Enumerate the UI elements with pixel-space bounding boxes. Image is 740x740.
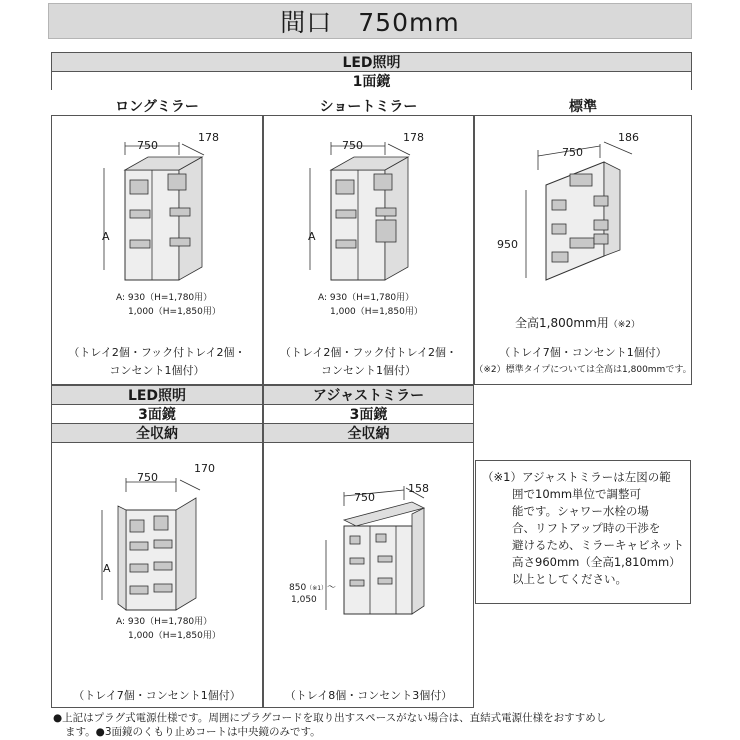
note-line: 能です。シャワー水栓の場 [512,504,649,518]
bl-a2: 1,000（H=1,850用） [128,631,221,641]
short-mirror-caption2: コンセント1個付） [321,364,416,377]
standard-diagram [508,130,658,290]
footer-notes [53,711,606,739]
long-mirror-width: 750 [137,139,158,152]
short-mirror-width: 750 [342,139,363,152]
bm-height-tilde: 〜 [327,583,337,593]
top-header-single-mirror: 1面鏡 [51,71,692,90]
bm-height-1 [289,580,336,593]
standard-total-height [515,314,640,331]
long-mirror-a1: A: 930（H=1,780用） [116,293,213,303]
footer-line-2: ます。●3面鏡のくもり止めコートは中央鏡のみです。 [65,726,321,738]
long-mirror-depth: 178 [198,131,219,144]
standard-title: 標準 [474,97,692,116]
adjust-note [475,460,691,604]
short-mirror-depth: 178 [403,131,424,144]
bl-height: A [103,562,111,575]
bl-depth: 170 [194,462,215,475]
standard-width: 750 [562,146,583,159]
bm-height-2: 1,050 [291,595,317,605]
short-mirror-caption1: （トレイ2個・フック付トレイ2個・ [279,346,458,359]
bm-header-adjust: アジャストミラー [263,385,474,404]
standard-caption1: （トレイ7個・コンセント1個付） [499,346,667,359]
note-line: 囲で10mm単位で調整可 [512,487,642,501]
standard-total-note: （※2） [608,320,641,330]
note-line: 避けるため、ミラーキャビネット [512,538,685,552]
long-mirror-caption2: コンセント1個付） [109,364,205,377]
bm-depth: 158 [408,482,429,495]
bl-header-triple: 3面鏡 [51,404,263,423]
note-line: （※1）アジャストミラーは左図の範 [482,470,671,484]
standard-depth: 186 [618,131,639,144]
long-mirror-title: ロングミラー [51,97,263,116]
footer-line-1: ●上記はプラグ式電源仕様です。周囲にプラグコードを取り出すスペースがない場合は、直結式電源仕様をおすすめし [53,712,607,724]
short-mirror-a1: A: 930（H=1,780用） [318,293,415,303]
bm-header-triple: 3面鏡 [263,404,474,423]
bm-diagram [300,478,450,638]
bl-header-storage: 全収納 [51,423,263,442]
long-mirror-a2: 1,000（H=1,850用） [128,307,221,317]
note-line: 合、リフトアップ時の干渉を [512,521,661,535]
standard-total-height-text: 全高1,800mm用 [515,316,609,330]
long-mirror-diagram [90,130,230,290]
bm-height-value: 850 [289,583,307,593]
bm-caption: （トレイ8個・コンセント3個付） [284,689,453,702]
short-mirror-a2: 1,000（H=1,850用） [330,307,423,317]
bl-caption: （トレイ7個・コンセント1個付） [73,689,241,702]
bm-width: 750 [354,491,375,504]
standard-caption2: （※2）標準タイプについては全高は1,800mmです。 [474,365,692,375]
bm-height-note: （※1） [306,585,328,592]
short-mirror-diagram [296,130,436,290]
note-line: 以上としてください。 [512,572,627,586]
short-mirror-title: ショートミラー [263,97,474,116]
page-title: 間口 750mm [48,3,692,39]
long-mirror-height: A [102,230,110,243]
bl-width: 750 [137,471,158,484]
note-line: 高さ960mm（全高1,810mm） [512,555,681,569]
bl-a1: A: 930（H=1,780用） [116,617,213,627]
standard-height: 950 [497,238,518,251]
bm-header-storage: 全収納 [263,423,474,442]
long-mirror-caption1: （トレイ2個・フック付トレイ2個・ [68,346,246,359]
bl-header-led: LED照明 [51,385,263,404]
bl-diagram [88,470,228,630]
short-mirror-height: A [308,230,316,243]
top-header-led: LED照明 [51,52,692,71]
